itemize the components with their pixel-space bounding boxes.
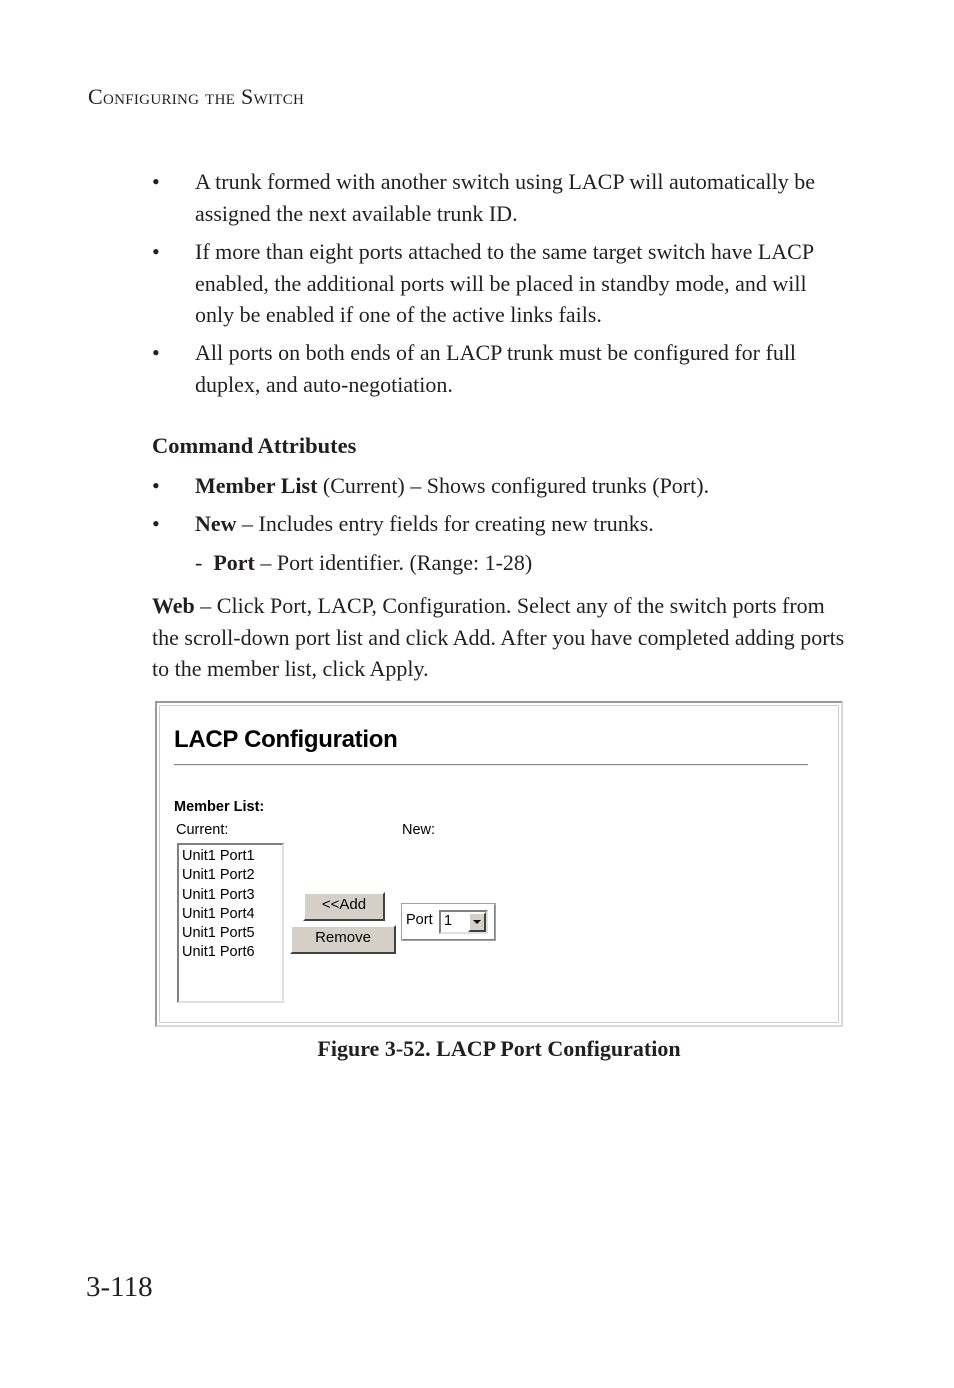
attribute-subitem-port <box>195 547 532 579</box>
bullet-glyph: • <box>152 511 160 536</box>
attribute-text <box>195 508 845 540</box>
figure-inner-frame <box>159 705 839 1023</box>
remove-button[interactable]: Remove <box>290 925 396 954</box>
listbox-option[interactable]: Unit1 Port1 <box>182 848 255 864</box>
listbox-option[interactable]: Unit1 Port6 <box>182 944 255 961</box>
current-ports-listbox[interactable] <box>177 843 284 1003</box>
section-heading: Command Attributes <box>152 433 357 458</box>
bullet-glyph: • <box>152 340 160 365</box>
new-port-entry <box>402 904 495 940</box>
running-head: Configuring the Switch <box>88 84 305 109</box>
figure-title: LACP Configuration <box>174 726 398 753</box>
listbox-option[interactable]: Unit1 Port2 <box>182 867 255 884</box>
listbox-option[interactable]: Unit1 Port4 <box>182 905 255 922</box>
attribute-desc: (Current) – Shows configured trunks (Port). <box>317 473 710 498</box>
port-select-value: 1 <box>444 913 453 929</box>
bullet-text: A trunk formed with another switch using LACP will automatically be assigned the next available trunk ID. <box>195 169 815 226</box>
listbox-option[interactable]: Unit1 Port3 <box>182 886 255 903</box>
subitem-term: Port <box>213 550 255 575</box>
add-button[interactable]: <<Add <box>303 892 385 921</box>
attribute-text <box>195 470 845 502</box>
page-number: 3-118 <box>86 1271 153 1303</box>
subitem-dash: - <box>195 550 203 575</box>
figure-caption: Figure 3-52. LACP Port Configuration <box>317 1036 681 1061</box>
bullet-text: If more than eight ports attached to the same target switch have LACP enabled, the additional ports will be placed in standby mode, and will only be enabled if one of the active links fails. <box>195 239 814 327</box>
member-list-label: Member List: <box>174 799 265 815</box>
web-text: – Click Port, LACP, Configuration. Select any of the switch ports from the scroll-down port list and click Add. After you have completed adding ports to the member list, click Apply. <box>152 593 845 681</box>
new-label: New: <box>402 822 436 838</box>
title-divider <box>174 764 808 766</box>
bullet-text: All ports on both ends of an LACP trunk must be configured for full duplex, and auto-negotiation. <box>195 340 797 397</box>
bullet-glyph: • <box>152 169 160 194</box>
subitem-desc: – Port identifier. (Range: 1-28) <box>254 550 533 575</box>
attribute-desc: – Includes entry fields for creating new trunks. <box>236 511 654 536</box>
attribute-term: New <box>195 511 237 536</box>
web-term: Web <box>152 593 195 618</box>
web-paragraph <box>152 590 852 685</box>
bullet-glyph: • <box>152 473 160 498</box>
attribute-term: Member List <box>195 473 318 498</box>
port-label: Port <box>406 912 433 928</box>
port-select[interactable] <box>439 910 488 934</box>
listbox-option[interactable]: Unit1 Port5 <box>182 925 255 942</box>
chevron-down-icon[interactable] <box>468 912 486 932</box>
bullet-glyph: • <box>152 239 160 264</box>
current-label: Current: <box>176 822 229 838</box>
lacp-configuration-figure <box>155 701 843 1027</box>
